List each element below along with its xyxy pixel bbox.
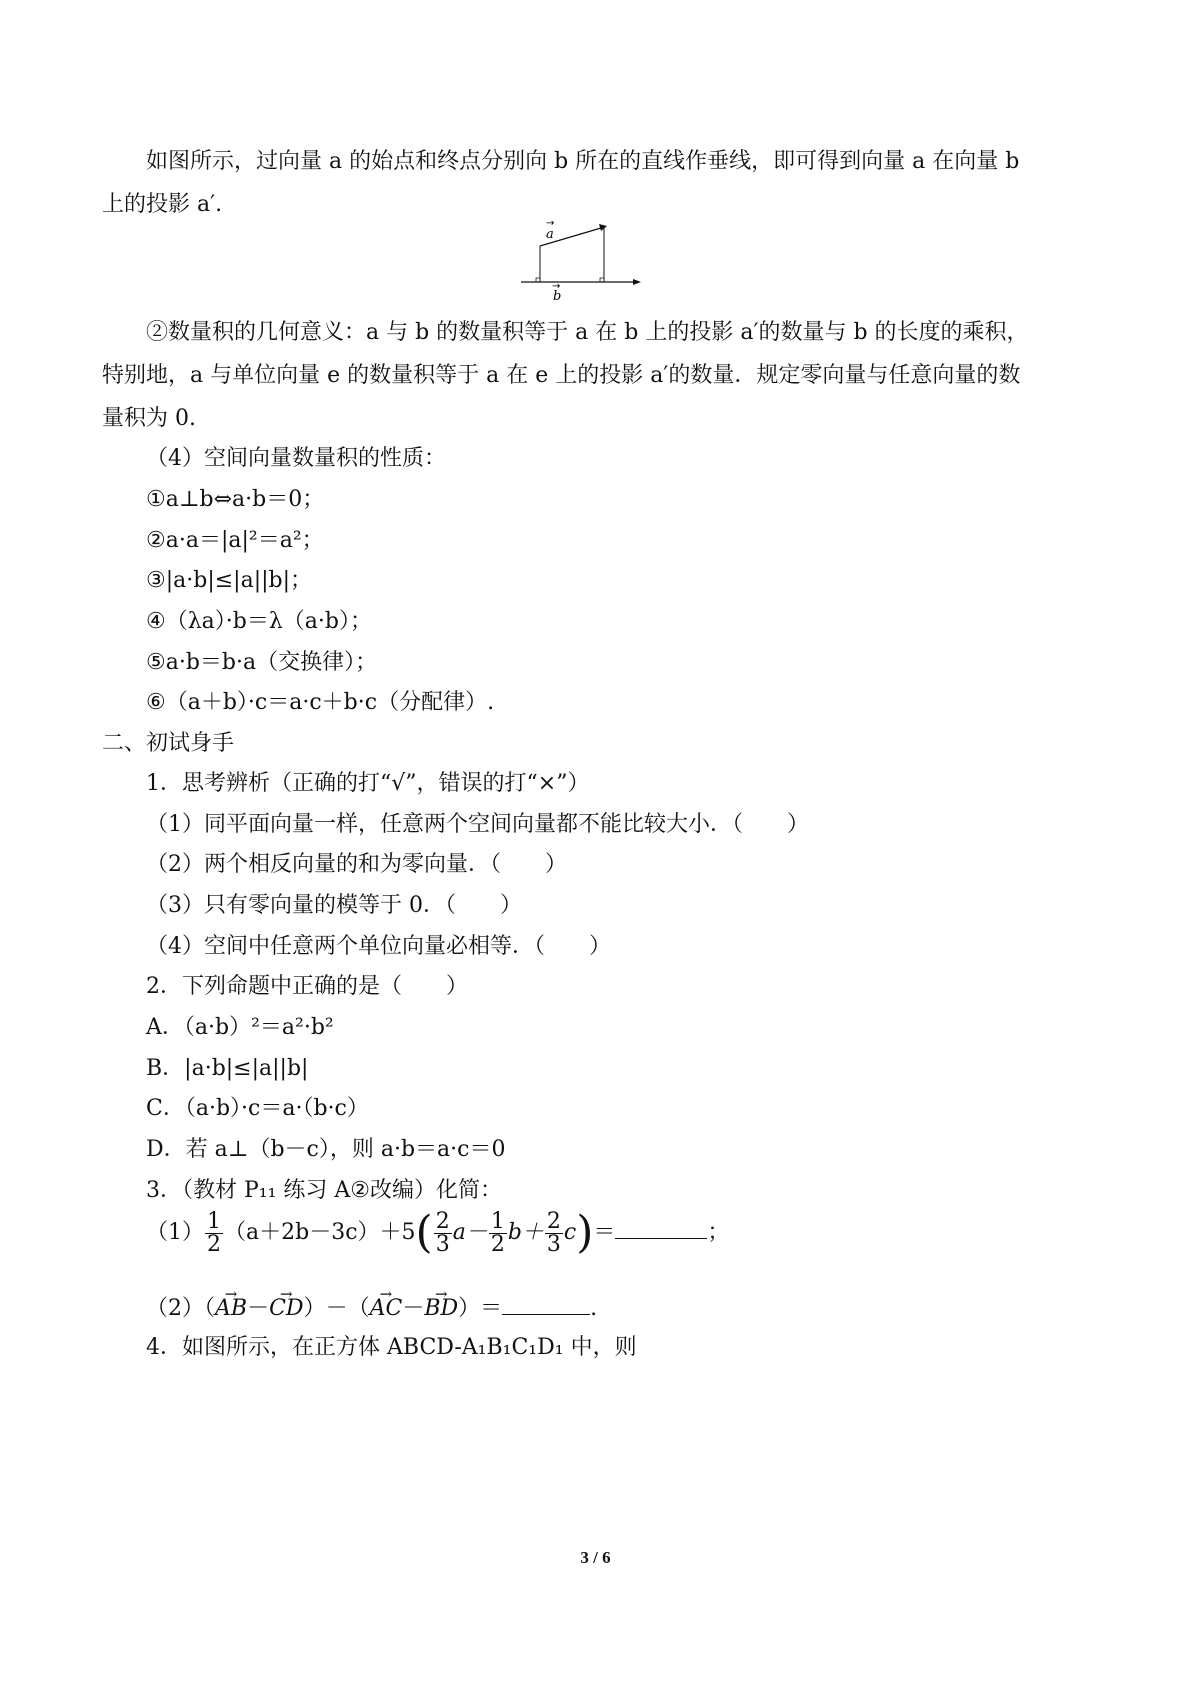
question-1-title: 1．思考辨析（正确的打“√”，错误的打“×”） [146, 771, 590, 796]
question-1-item-2: （2）两个相反向量的和为零向量．（ ） [146, 852, 567, 877]
minus-2: － [402, 1296, 425, 1321]
property-6: ⑥（a＋b）·c＝a·c＋b·c（分配律）. [146, 690, 495, 715]
right-angle-mark-end [600, 278, 604, 282]
property-2: ②a·a＝|a|²＝a²； [146, 528, 324, 553]
answer-blank-2[interactable] [502, 1292, 590, 1315]
page-number: 3 / 6 [580, 1548, 611, 1567]
property-3: ③|a·b|≤|a||b|； [146, 568, 313, 593]
answer-blank-1[interactable] [615, 1216, 707, 1239]
question-4-title: 4．如图所示，在正方体 ABCD-A₁B₁C₁D₁ 中，则 [146, 1335, 637, 1360]
term-b: b＋ [507, 1220, 544, 1245]
question-1-item-3: （3）只有零向量的模等于 0．（ ） [146, 893, 522, 918]
vector-bd: → BD [424, 1294, 458, 1324]
part-2-end: . [590, 1296, 598, 1321]
fraction-one-half: $\frac{1}{2}$ [207, 1208, 221, 1257]
question-2-option-d: D．若 a⊥（b－c），则 a·b＝a·c＝0 [146, 1137, 506, 1162]
question-2-option-a: A．（a·b）²＝a²·b² [146, 1015, 334, 1040]
part-1-equals: ＝ [593, 1220, 616, 1245]
properties-heading: （4）空间向量数量积的性质： [146, 446, 446, 471]
question-1-item-1: （1）同平面向量一样，任意两个空间向量都不能比较大小．（ ） [146, 812, 809, 837]
question-3-part-1 [146, 1208, 729, 1278]
fraction-two-thirds-a: $\frac{2}{3}$ [435, 1208, 450, 1257]
geometric-meaning-line-1: ②数量积的几何意义：a 与 b 的数量积等于 a 在 b 上的投影 a′的数量与 b 的长度的乘积， [146, 320, 1029, 345]
right-paren: ) [576, 1207, 594, 1258]
vector-cd: → CD [269, 1294, 303, 1324]
intro-line-2: 上的投影 a′. [102, 192, 223, 217]
part-2-middle: ）－（ [303, 1296, 370, 1321]
fraction-two-thirds-c: $\frac{2}{3}$ [546, 1208, 561, 1257]
question-1-item-4: （4）空间中任意两个单位向量必相等．（ ） [146, 934, 611, 959]
term-a: a－ [452, 1220, 488, 1245]
vector-a-arrowhead [599, 224, 607, 231]
question-2-option-b: B．|a·b|≤|a||b| [146, 1056, 309, 1081]
vector-b-arrowhead [633, 279, 641, 285]
vector-ac: → AC [370, 1294, 403, 1324]
part-1-prefix: （1） [146, 1220, 204, 1245]
vector-a-arrow-mark: → [546, 218, 555, 229]
vector-b-label: b [553, 289, 562, 304]
property-4: ④（λa）·b＝λ（a·b）； [146, 609, 372, 634]
part-1-middle: （a＋2b－3c）＋5 [224, 1220, 416, 1245]
question-2-title: 2．下列命题中正确的是（ ） [146, 974, 468, 999]
part-1-end: ； [707, 1220, 730, 1245]
right-angle-mark-start [536, 278, 540, 282]
property-5: ⑤a·b＝b·a（交换律）； [146, 650, 378, 675]
minus-1: － [247, 1296, 270, 1321]
section-heading: 二、初试身手 [102, 731, 235, 756]
geometric-meaning-line-2: 特别地，a 与单位向量 e 的数量积等于 a 在 e 上的投影 a′的数量．规定零向量与任意向量的数 [102, 363, 1021, 388]
intro-line-1: 如图所示，过向量 a 的始点和终点分别向 b 所在的直线作垂线，即可得到向量 a 在向量 b [146, 149, 1020, 174]
question-3-part-2 [146, 1292, 597, 1324]
question-2-option-c: C．（a·b）·c＝a·（b·c） [146, 1096, 369, 1121]
part-2-equals: ）＝ [458, 1296, 503, 1321]
left-paren: ( [415, 1207, 433, 1258]
geometric-meaning-line-3: 量积为 0. [102, 406, 196, 431]
vector-b-arrow-mark: → [552, 281, 561, 292]
property-1: ①a⊥b⇔a·b＝0； [146, 487, 325, 512]
vector-a-label: a [546, 227, 554, 242]
part-2-prefix: （2）（ [146, 1296, 215, 1321]
term-c: c [563, 1220, 577, 1245]
fraction-one-half-b: $\frac{1}{2}$ [490, 1208, 505, 1257]
vector-ab: → AB [215, 1294, 247, 1324]
vector-projection-figure [515, 216, 645, 308]
question-3-title: 3．（教材 P₁₁ 练习 A②改编）化简： [146, 1178, 503, 1203]
